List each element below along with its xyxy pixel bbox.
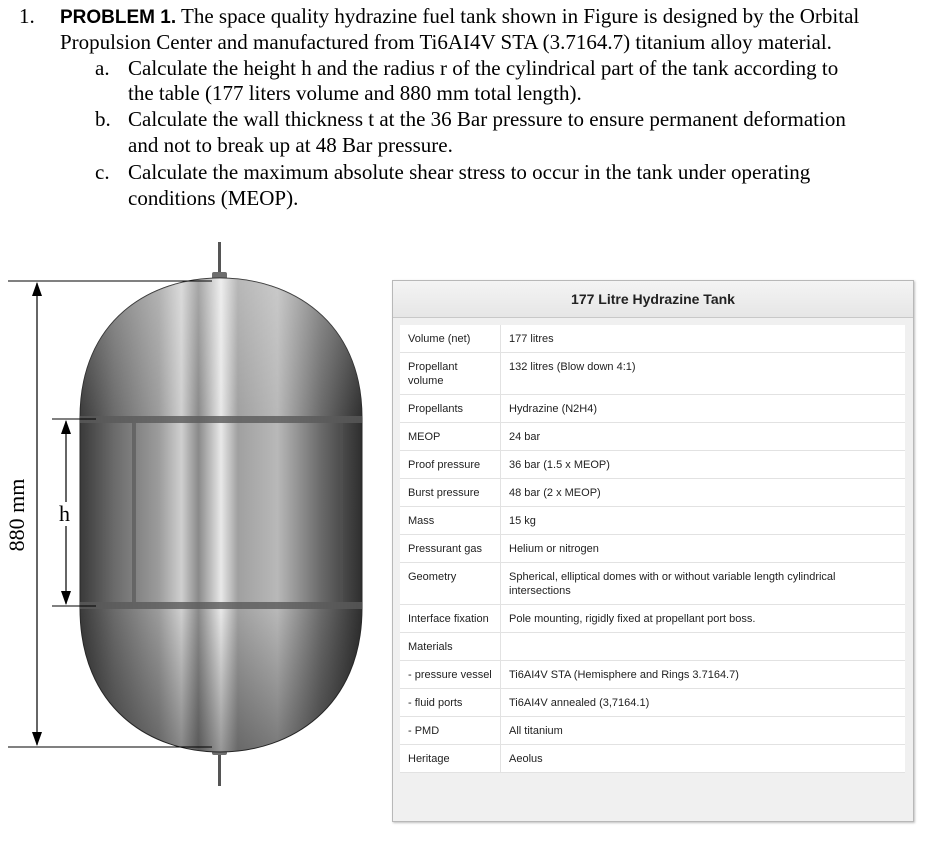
bottom-pole bbox=[218, 750, 221, 786]
table-row bbox=[400, 535, 905, 563]
spec-value: 36 bar (1.5 x MEOP) bbox=[501, 451, 906, 479]
spec-table bbox=[400, 325, 905, 773]
spec-key: Propellants bbox=[400, 395, 501, 423]
part-c-line-2: conditions (MEOP). bbox=[128, 186, 299, 210]
table-row bbox=[400, 633, 905, 661]
table-row bbox=[400, 563, 905, 605]
table-row bbox=[400, 689, 905, 717]
problem-intro-line-1 bbox=[60, 3, 859, 31]
table-row bbox=[400, 395, 905, 423]
table-row bbox=[400, 423, 905, 451]
part-a-letter: a. bbox=[95, 56, 110, 80]
part-a-line-2: the table (177 liters volume and 880 mm total length). bbox=[128, 81, 582, 105]
spec-value: 177 litres bbox=[501, 325, 906, 353]
spec-value: Ti6AI4V annealed (3,7164.1) bbox=[501, 689, 906, 717]
spec-value: 132 litres (Blow down 4:1) bbox=[501, 353, 906, 395]
spec-value: Hydrazine (N2H4) bbox=[501, 395, 906, 423]
spec-key: MEOP bbox=[400, 423, 501, 451]
problem-intro-line-2: Propulsion Center and manufactured from Ti6AI4V STA (3.7164.7) titanium alloy material. bbox=[60, 30, 832, 54]
spec-key: - fluid ports bbox=[400, 689, 501, 717]
spec-value: Pole mounting, rigidly fixed at propellant port boss. bbox=[501, 605, 906, 633]
spec-value: 24 bar bbox=[501, 423, 906, 451]
table-row bbox=[400, 479, 905, 507]
spec-key: Pressurant gas bbox=[400, 535, 501, 563]
part-c-line-1: Calculate the maximum absolute shear stress to occur in the tank under operating bbox=[128, 160, 811, 184]
part-b-letter: b. bbox=[95, 107, 111, 131]
spec-value: Aeolus bbox=[501, 745, 906, 773]
spec-key: Materials bbox=[400, 633, 501, 661]
part-c-letter: c. bbox=[95, 160, 110, 184]
spec-key: Proof pressure bbox=[400, 451, 501, 479]
spec-value: Ti6AI4V STA (Hemisphere and Rings 3.7164.7) bbox=[501, 661, 906, 689]
tank-figure bbox=[0, 240, 380, 838]
height-label: h bbox=[59, 501, 70, 526]
spec-value: All titanium bbox=[501, 717, 906, 745]
table-row bbox=[400, 717, 905, 745]
table-row bbox=[400, 507, 905, 535]
lower-weld-ring bbox=[80, 602, 362, 609]
part-b-line-2: and not to break up at 48 Bar pressure. bbox=[128, 133, 453, 157]
table-row bbox=[400, 661, 905, 689]
total-length-label: 880 mm bbox=[4, 478, 29, 552]
spec-key: Propellant volume bbox=[400, 353, 501, 395]
table-row bbox=[400, 325, 905, 353]
problem-intro-text-1: The space quality hydrazine fuel tank shown in Figure is designed by the Orbital bbox=[176, 4, 860, 28]
problem-heading: PROBLEM 1. bbox=[60, 7, 177, 28]
problem-number: 1. bbox=[19, 4, 35, 28]
spec-key: - pressure vessel bbox=[400, 661, 501, 689]
spec-key: Interface fixation bbox=[400, 605, 501, 633]
spec-key: Volume (net) bbox=[400, 325, 501, 353]
part-a-line-1: Calculate the height h and the radius r of the cylindrical part of the tank according to bbox=[128, 56, 839, 80]
table-row bbox=[400, 605, 905, 633]
upper-weld-ring bbox=[80, 416, 362, 423]
spec-key: Burst pressure bbox=[400, 479, 501, 507]
spec-key: Heritage bbox=[400, 745, 501, 773]
table-row bbox=[400, 745, 905, 773]
table-row bbox=[400, 451, 905, 479]
spec-table-title: 177 Litre Hydrazine Tank bbox=[393, 281, 913, 318]
spec-table-panel bbox=[392, 280, 914, 822]
spec-value bbox=[501, 633, 906, 661]
spec-key: Mass bbox=[400, 507, 501, 535]
part-b-line-1: Calculate the wall thickness t at the 36 Bar pressure to ensure permanent deformation bbox=[128, 107, 846, 131]
spec-value: Helium or nitrogen bbox=[501, 535, 906, 563]
spec-value: 48 bar (2 x MEOP) bbox=[501, 479, 906, 507]
spec-value: 15 kg bbox=[501, 507, 906, 535]
spec-key: - PMD bbox=[400, 717, 501, 745]
tank-drawing bbox=[0, 240, 380, 838]
spec-value: Spherical, elliptical domes with or without variable length cylindrical intersections bbox=[501, 563, 906, 605]
spec-key: Geometry bbox=[400, 563, 501, 605]
table-row bbox=[400, 353, 905, 395]
